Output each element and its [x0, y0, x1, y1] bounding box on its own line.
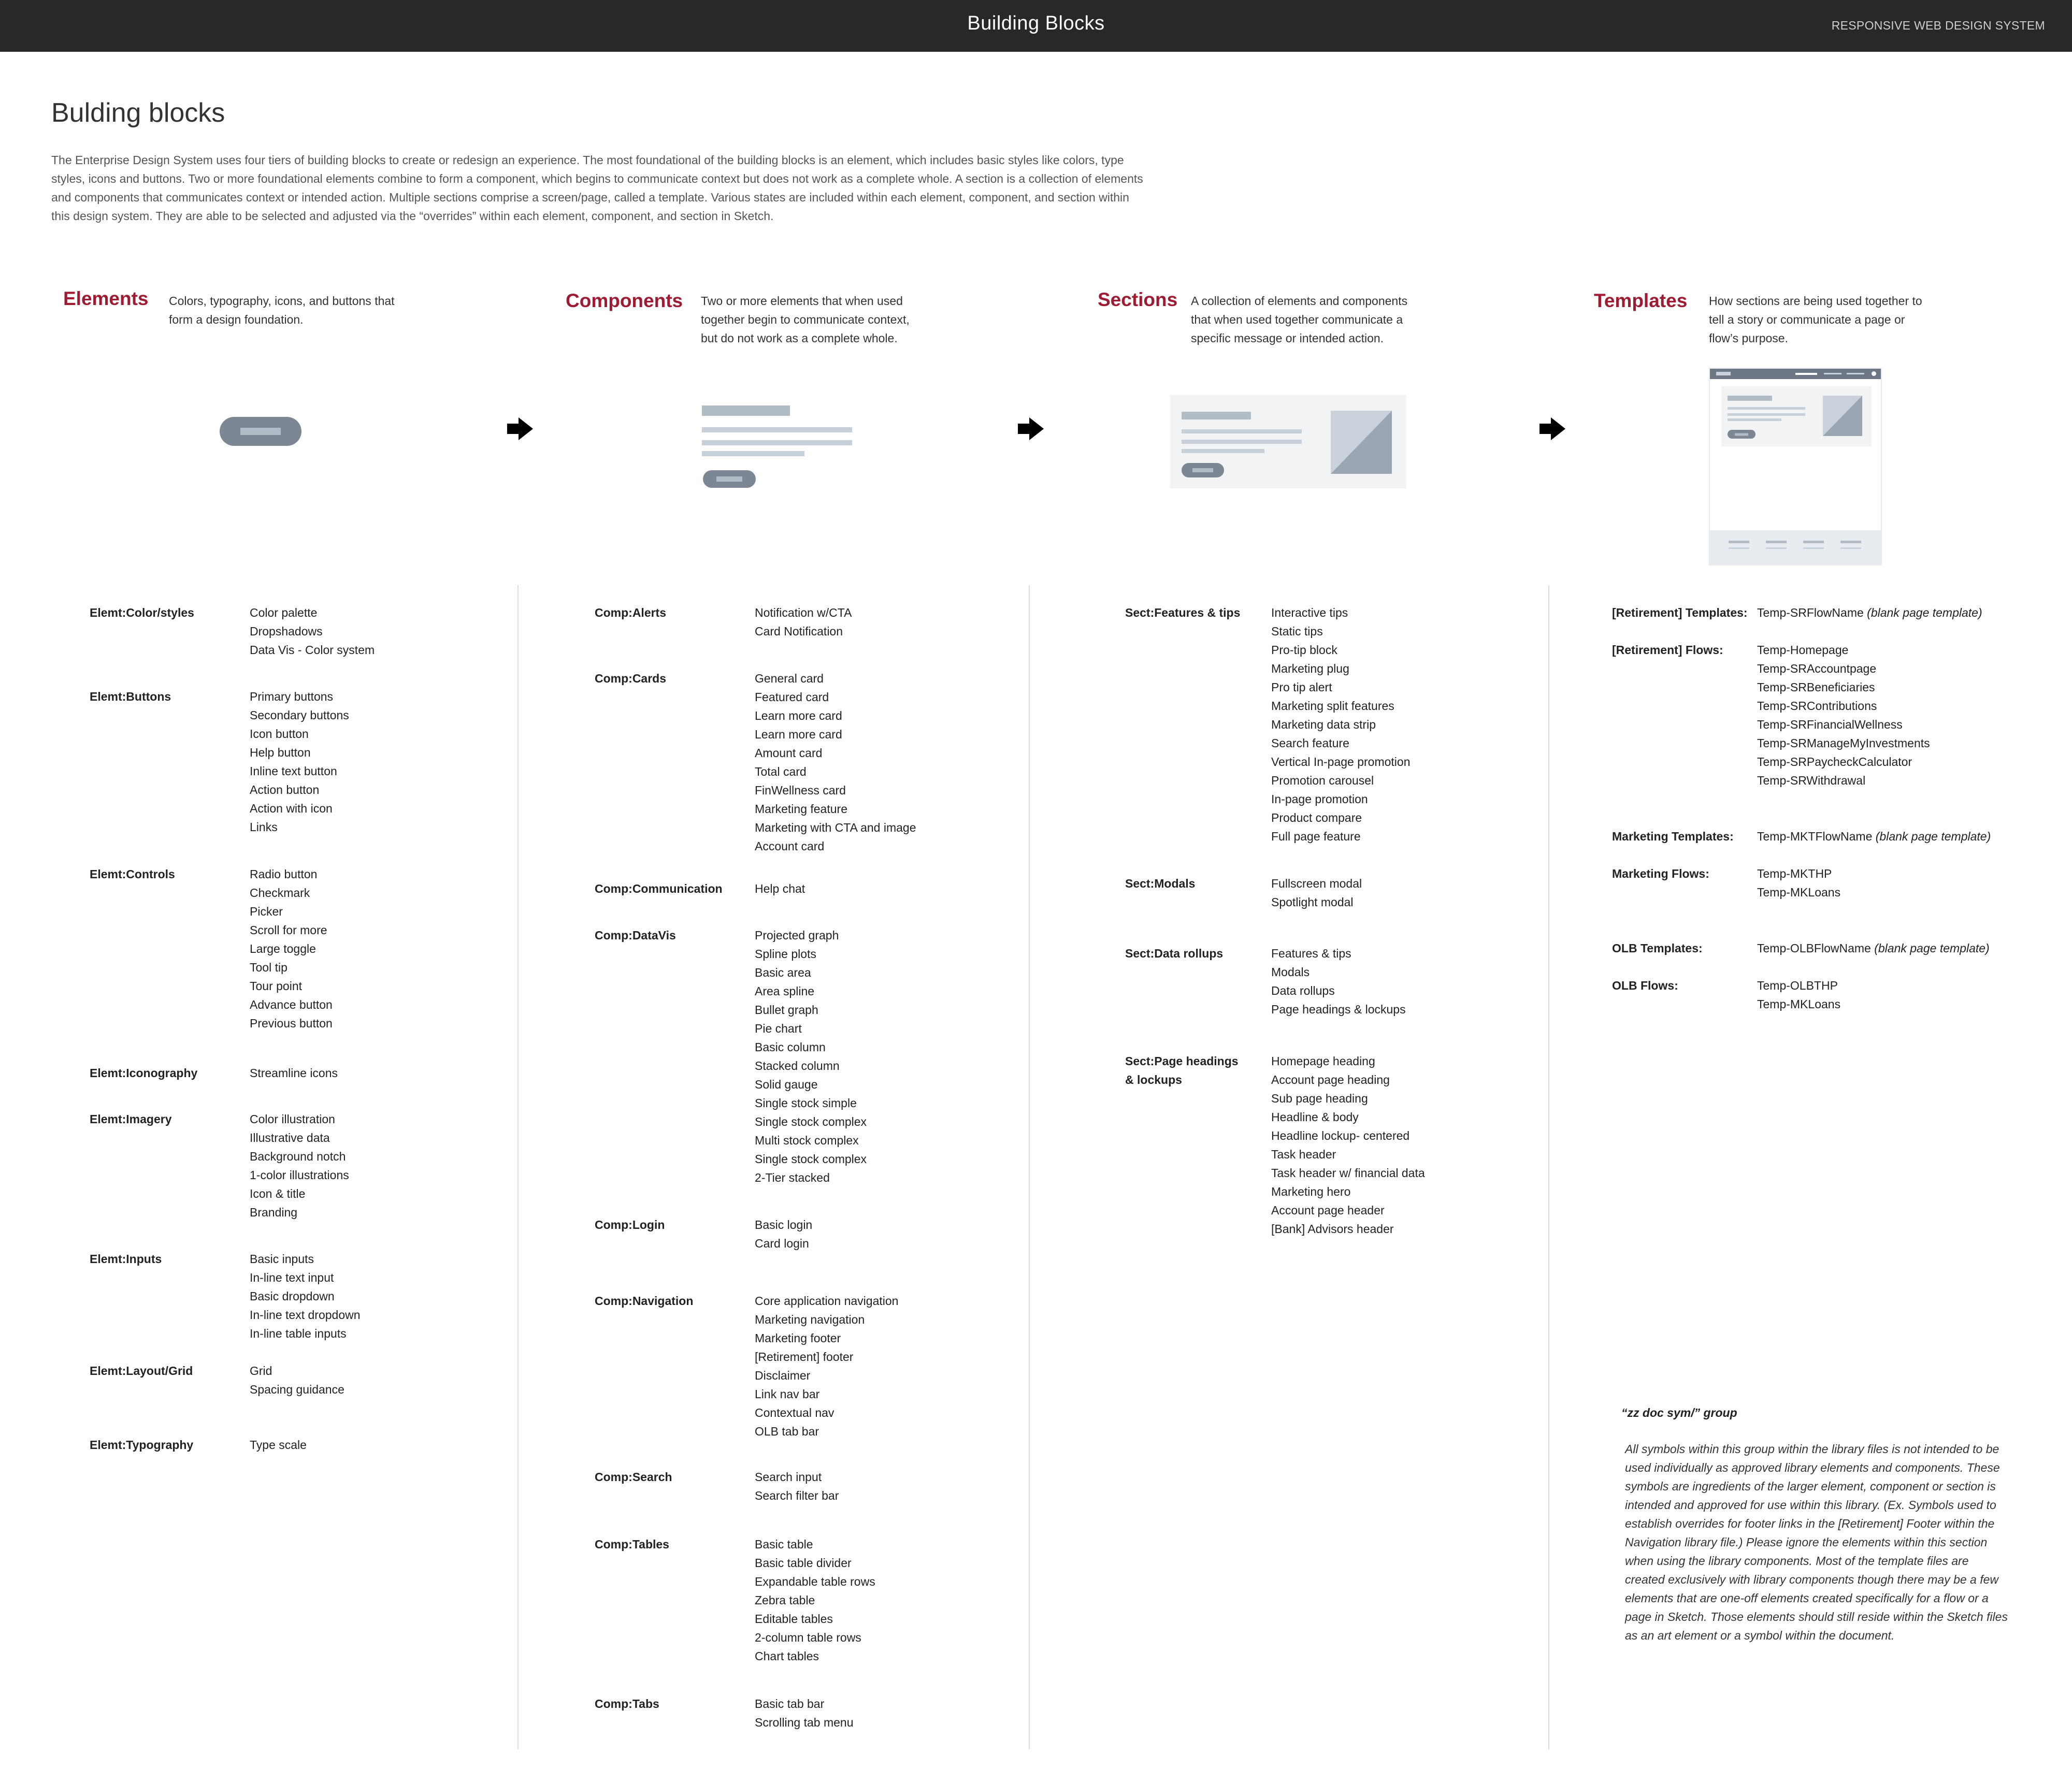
group-items: [1271, 944, 1406, 1019]
column-divider: [1548, 585, 1549, 1749]
list-item: Basic tab bar: [755, 1697, 825, 1710]
arrow-right-icon: [507, 417, 533, 440]
group-items: [1271, 603, 1411, 846]
list-item: Picker: [250, 905, 283, 918]
image-placeholder-icon: [1331, 411, 1392, 474]
list-item: Checkmark: [250, 886, 310, 900]
list-item: Editable tables: [755, 1612, 833, 1626]
list-item: Features & tips: [1271, 947, 1351, 960]
list-item: Temp-MKTFlowName (blank page template): [1757, 830, 1991, 843]
tier-title-sections: Sections: [1098, 289, 1178, 310]
list-item: Task header: [1271, 1148, 1336, 1161]
group-items: [1271, 874, 1362, 911]
arrow-right-icon: [1539, 417, 1565, 440]
list-item: Bullet graph: [755, 1003, 818, 1017]
list-item: Task header w/ financial data: [1271, 1166, 1425, 1180]
list-item: 2-column table rows: [755, 1631, 861, 1644]
list-item: Fullscreen modal: [1271, 877, 1362, 890]
list-item: Temp-SRPaycheckCalculator: [1757, 755, 1912, 769]
image-placeholder-icon: [1823, 396, 1862, 436]
group-items: [755, 1535, 875, 1665]
list-item: Primary buttons: [250, 690, 334, 703]
arrow-right-icon: [1018, 417, 1044, 440]
list-item: In-line table inputs: [250, 1327, 347, 1340]
list-item: Account page header: [1271, 1204, 1385, 1217]
list-item: Pro-tip block: [1271, 643, 1337, 657]
list-item: Dropshadows: [250, 625, 323, 638]
group-label: Comp:Cards: [595, 672, 667, 685]
section-illustration: [1170, 395, 1406, 488]
tier-desc-components: Two or more elements that when used together begin to communicate context, but do not work as a complete whole.: [701, 294, 910, 345]
group-items: [755, 1694, 854, 1732]
list-item: 2-Tier stacked: [755, 1171, 830, 1184]
list-item: Learn more card: [755, 709, 842, 722]
list-item: Pie chart: [755, 1022, 802, 1035]
list-item: In-line text input: [250, 1271, 334, 1284]
group-items: [1757, 641, 1930, 790]
list-item: Modals: [1271, 965, 1310, 979]
list-item: Chart tables: [755, 1649, 819, 1663]
list-item: FinWellness card: [755, 784, 846, 797]
list-item: Spline plots: [755, 947, 816, 961]
group-label: Comp:Tables: [595, 1538, 669, 1551]
list-item: Temp-SRManageMyInvestments: [1757, 736, 1930, 750]
group-items: [755, 603, 852, 641]
group-label: Comp:Login: [595, 1218, 665, 1231]
list-item: Core application navigation: [755, 1294, 899, 1308]
list-item: Temp-SRFinancialWellness: [1757, 718, 1903, 731]
list-item: Single stock simple: [755, 1096, 857, 1110]
list-item: Search feature: [1271, 736, 1349, 750]
list-item: Vertical In-page promotion: [1271, 755, 1411, 769]
list-item: Interactive tips: [1271, 606, 1348, 619]
list-item: Basic table: [755, 1538, 813, 1551]
list-item: Temp-SRWithdrawal: [1757, 774, 1866, 787]
list-item: Data rollups: [1271, 984, 1335, 997]
list-item: Notification w/CTA: [755, 606, 852, 619]
list-item: Tool tip: [250, 961, 287, 974]
list-item: 1-color illustrations: [250, 1168, 349, 1182]
group-items: [250, 1361, 344, 1399]
list-item: Color palette: [250, 606, 318, 619]
list-item: Card Notification: [755, 625, 843, 638]
column-divider: [517, 585, 519, 1749]
list-item: Type scale: [250, 1438, 307, 1452]
list-item: Action with icon: [250, 802, 333, 815]
template-note: (blank page template): [1875, 830, 1991, 843]
group-label: Comp:Tabs: [595, 1697, 659, 1710]
list-item: Scrolling tab menu: [755, 1716, 854, 1729]
top-bar: [0, 0, 2072, 52]
list-item: Disclaimer: [755, 1369, 811, 1382]
list-item: Marketing feature: [755, 802, 847, 816]
list-item: Single stock complex: [755, 1152, 867, 1166]
group-label: [Retirement] Templates:: [1612, 606, 1748, 619]
list-item: Stacked column: [755, 1059, 840, 1072]
tier-title-templates: Templates: [1594, 290, 1688, 311]
group-items: [250, 1110, 349, 1222]
group-label: OLB Templates:: [1612, 941, 1703, 955]
group-label: Elemt:Typography: [90, 1438, 194, 1452]
list-item: Card login: [755, 1237, 809, 1250]
list-item: Multi stock complex: [755, 1134, 859, 1147]
list-item: Streamline icons: [250, 1066, 338, 1080]
list-item: Solid gauge: [755, 1078, 818, 1091]
list-item: Marketing footer: [755, 1331, 841, 1345]
list-item: Account card: [755, 839, 825, 853]
group-label: Comp:Navigation: [595, 1294, 694, 1308]
tier-title-elements: Elements: [63, 288, 149, 309]
group-label: Comp:Search: [595, 1470, 672, 1484]
list-item: Headline lockup- centered: [1271, 1129, 1410, 1142]
list-item: Temp-MKTHP: [1757, 867, 1832, 880]
group-label: Sect:Page headings & lockups: [1125, 1054, 1239, 1086]
group-items: [1757, 939, 1990, 958]
group-items: [250, 687, 349, 836]
list-item: Scroll for more: [250, 923, 327, 937]
list-item: Full page feature: [1271, 830, 1361, 843]
group-label: Elemt:Controls: [90, 867, 175, 881]
list-item: Page headings & lockups: [1271, 1003, 1406, 1016]
list-item: Color illustration: [250, 1112, 335, 1126]
list-item: Links: [250, 820, 278, 834]
group-label: Elemt:Inputs: [90, 1252, 162, 1266]
list-item: Temp-Homepage: [1757, 643, 1849, 657]
group-items: [755, 1215, 812, 1253]
list-item: Pro tip alert: [1271, 680, 1332, 694]
list-item: Illustrative data: [250, 1131, 330, 1144]
list-item: Secondary buttons: [250, 708, 349, 722]
group-items: [250, 1436, 307, 1454]
group-label: Sect:Data rollups: [1125, 947, 1224, 960]
group-label: Comp:Communication: [595, 882, 723, 895]
group-label: OLB Flows:: [1612, 979, 1678, 992]
list-item: Help chat: [755, 882, 805, 895]
header-title: Building Blocks: [967, 12, 1105, 34]
intro-paragraph: The Enterprise Design System uses four tiers of building blocks to create or redesign an experience. The most foundational of the building blocks is an element, which includes basic styles like colors, type styles, icons and buttons. Two or more foundational elements combine to form a component, which begins to communicate context but does not work as a complete whole. A section is a collection of elements and components that communicates context or intended action. Multiple sections comprise a screen/page, called a template. Various states are included within each element, component, and section within this design system. They are able to be selected and adjusted via the “overrides” within each element, component, and section in Sketch.: [51, 153, 1143, 223]
list-item: Help button: [250, 746, 311, 759]
note-body: All symbols within this group within the library files is not intended to be used individually as approved library elements and components. These symbols are ingredients of the larger element, component or section is intended and approved for use within this library. (Ex. Symbols used to establish overrides for footer links in the [Retirement] Footer within the Navigation library file.) Please ignore the elements within this section when using the library components. Most of the template files are created exclusively with library components though there may be a few elements that are one-off elements created specifically for a flow or a page in Sketch. Those elements should still reside within the Sketch files as an art element or a symbol within the document.: [1625, 1442, 2008, 1642]
list-item: Advance button: [250, 998, 333, 1011]
list-item: Featured card: [755, 690, 829, 704]
list-item: Branding: [250, 1206, 298, 1219]
list-item: [Bank] Advisors header: [1271, 1222, 1394, 1236]
list-item: Temp-OLBFlowName (blank page template): [1757, 941, 1990, 955]
template-note: (blank page template): [1874, 941, 1990, 955]
list-item: Icon button: [250, 727, 309, 741]
group-items: [755, 1292, 898, 1441]
group-items: [1757, 827, 1991, 846]
list-item: Spacing guidance: [250, 1383, 344, 1396]
list-item: Basic area: [755, 966, 811, 979]
tier-title-components: Components: [566, 290, 683, 311]
list-item: Temp-SRAccountpage: [1757, 662, 1877, 675]
group-label: Marketing Templates:: [1612, 830, 1734, 843]
list-item: Inline text button: [250, 764, 337, 778]
page-title: Bulding blocks: [51, 98, 225, 128]
list-item: Search filter bar: [755, 1489, 839, 1502]
group-items: [755, 1468, 839, 1505]
list-item: Search input: [755, 1470, 822, 1484]
list-item: Account page heading: [1271, 1073, 1390, 1086]
list-item: In-page promotion: [1271, 792, 1368, 806]
list-item: In-line text dropdown: [250, 1308, 361, 1322]
group-label: Comp:DataVis: [595, 929, 676, 942]
list-item: Contextual nav: [755, 1406, 834, 1419]
list-item: OLB tab bar: [755, 1425, 819, 1438]
template-note: (blank page template): [1867, 606, 1982, 619]
list-item: Expandable table rows: [755, 1575, 875, 1588]
list-item: Basic login: [755, 1218, 813, 1231]
list-item: Marketing navigation: [755, 1313, 865, 1326]
column-divider: [1029, 585, 1030, 1749]
group-label: Elemt:Buttons: [90, 690, 171, 703]
list-item: Data Vis - Color system: [250, 643, 375, 657]
list-item: Icon & title: [250, 1187, 306, 1200]
tier-desc-elements: Colors, typography, icons, and buttons that form a design foundation.: [169, 294, 395, 326]
list-item: Action button: [250, 783, 320, 796]
list-item: Marketing plug: [1271, 662, 1349, 675]
group-items: [755, 926, 867, 1187]
list-item: Temp-OLBTHP: [1757, 979, 1838, 992]
group-label: Comp:Alerts: [595, 606, 667, 619]
list-item: Single stock complex: [755, 1115, 867, 1128]
list-item: Homepage heading: [1271, 1054, 1375, 1068]
list-item: Grid: [250, 1364, 272, 1378]
list-item: Spotlight modal: [1271, 895, 1354, 909]
list-item: Product compare: [1271, 811, 1362, 824]
list-item: Marketing hero: [1271, 1185, 1351, 1198]
list-item: Headline & body: [1271, 1110, 1359, 1124]
group-label: [Retirement] Flows:: [1612, 643, 1723, 657]
list-item: Static tips: [1271, 625, 1323, 638]
list-item: [Retirement] footer: [755, 1350, 854, 1364]
list-item: Basic table divider: [755, 1556, 852, 1570]
list-item: Basic inputs: [250, 1252, 314, 1266]
group-label: Elemt:Layout/Grid: [90, 1364, 193, 1378]
list-item: Basic dropdown: [250, 1289, 335, 1303]
list-item: Temp-SRBeneficiaries: [1757, 680, 1875, 694]
list-item: Projected graph: [755, 929, 839, 942]
list-item: Background notch: [250, 1150, 346, 1163]
list-item: Marketing split features: [1271, 699, 1394, 713]
group-label: Sect:Features & tips: [1125, 606, 1241, 619]
list-item: Temp-SRContributions: [1757, 699, 1877, 713]
list-item: Large toggle: [250, 942, 316, 955]
list-item: Previous button: [250, 1017, 333, 1030]
group-label: Elemt:Color/styles: [90, 606, 194, 619]
group-items: [1757, 603, 1982, 622]
list-item: Radio button: [250, 867, 318, 881]
tier-desc-sections: A collection of elements and components that when used together communicate a specific message or intended action.: [1191, 294, 1408, 345]
list-item: Sub page heading: [1271, 1092, 1368, 1105]
list-item: Temp-MKLoans: [1757, 997, 1841, 1011]
group-items: [1271, 1052, 1425, 1238]
list-item: Amount card: [755, 746, 823, 760]
note-title: “zz doc sym/” group: [1621, 1406, 1737, 1419]
group-items: [755, 879, 805, 898]
list-item: Marketing with CTA and image: [755, 821, 916, 834]
list-item: Area spline: [755, 984, 815, 998]
list-item: Temp-MKLoans: [1757, 886, 1841, 899]
list-item: Promotion carousel: [1271, 774, 1374, 787]
tier-desc-templates: How sections are being used together to tell a story or communicate a page or flow’s purpose.: [1709, 294, 1922, 345]
group-items: [250, 603, 375, 659]
group-label: Elemt:Iconography: [90, 1066, 198, 1080]
header-right-label: RESPONSIVE WEB DESIGN SYSTEM: [1831, 19, 2045, 32]
group-label: Sect:Modals: [1125, 877, 1196, 890]
template-illustration: [1709, 368, 1882, 566]
list-item: Basic column: [755, 1040, 826, 1054]
group-items: [755, 669, 916, 856]
group-items: [1757, 864, 1840, 902]
list-item: General card: [755, 672, 824, 685]
list-item: Link nav bar: [755, 1387, 820, 1401]
list-item: Zebra table: [755, 1593, 815, 1607]
group-items: [250, 1064, 338, 1082]
group-items: [250, 1250, 361, 1343]
group-label: Elemt:Imagery: [90, 1112, 172, 1126]
list-item: Total card: [755, 765, 807, 778]
list-item: Marketing data strip: [1271, 718, 1376, 731]
list-item: Tour point: [250, 979, 303, 993]
list-item: Learn more card: [755, 728, 842, 741]
group-items: [1757, 976, 1840, 1013]
group-items: [250, 865, 333, 1033]
list-item: Temp-SRFlowName (blank page template): [1757, 606, 1982, 619]
group-label: Marketing Flows:: [1612, 867, 1709, 880]
